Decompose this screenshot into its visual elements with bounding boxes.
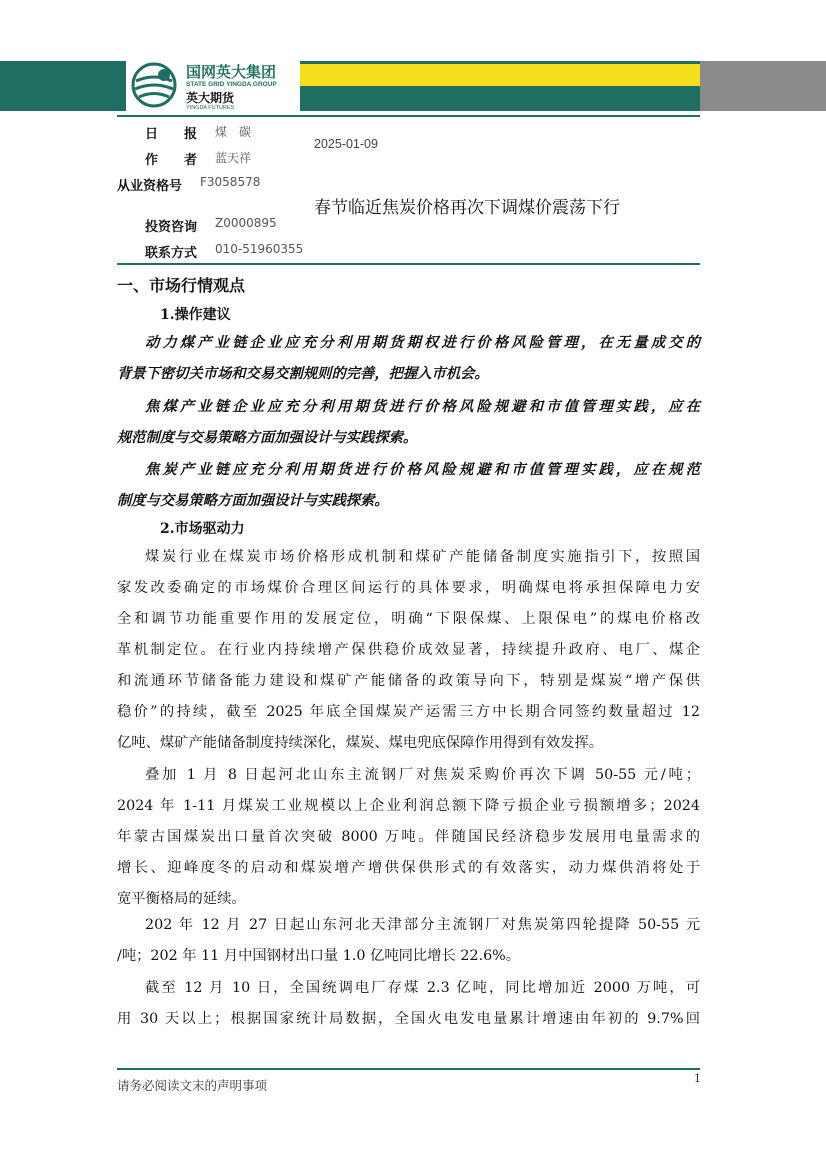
- driver-paragraph: [117, 910, 700, 972]
- text-line: 全和调节功能重要作用的发展定位，明确“下限保煤、上限保电”的煤电价格改: [117, 611, 700, 627]
- text-line: 用 30 天以上；根据国家统计局数据，全国火电发电量累计增速由年初的 9.7%回: [117, 1011, 700, 1027]
- logo-english-name: STATE GRID YINGDA GROUP: [186, 81, 277, 88]
- qualification-label: 从业资格号: [117, 179, 183, 194]
- text-line: 焦炭产业链应充分利用期货进行价格风险规避和市值管理实践，应在规范: [145, 462, 700, 478]
- report-type-label: 日 报: [145, 127, 198, 142]
- text-line: 制度与交易策略方面加强设计与实践探索。: [117, 493, 389, 509]
- author-label: 作 者: [145, 153, 198, 168]
- title-divider: [117, 263, 700, 265]
- header-divider: [117, 115, 700, 117]
- text-line: 稳价”的持续，截至 2025 年底全国煤炭产运需三方中长期合同签约数量超过 12: [117, 704, 700, 720]
- page-number: 1: [694, 1072, 701, 1085]
- report-date: 2025-01-09: [314, 137, 378, 151]
- text-line: 202 年 12 月 27 日起山东河北天津部分主流钢厂对焦炭第四轮提降 50-55 元: [145, 917, 700, 933]
- subsection-heading-drivers: 2.市场驱动力: [160, 521, 245, 537]
- text-line: 亿吨、煤矿产能储备制度持续深化，煤炭、煤电兜底保障作用得到有效发挥。: [117, 735, 604, 751]
- text-line: 动力煤产业链企业应充分利用期货期权进行价格风险管理，在无量成交的: [145, 335, 700, 351]
- author-value: 蓝天祥: [215, 151, 252, 165]
- text-line: 2024 年 1-11 月煤炭工业规模以上企业利润总额下降亏损企业亏损额增多；2024: [117, 798, 700, 814]
- driver-paragraph: [117, 973, 700, 1035]
- text-line: 背景下密切关市场和交易交割规则的完善，把握入市机会。: [117, 366, 489, 382]
- header-band-gray: [700, 61, 826, 111]
- text-line: 年蒙古国煤炭出口量首次突破 8000 万吨。伴随国民经济稳步发展用电量需求的: [117, 829, 700, 845]
- report-title: 春节临近焦炭价格再次下调煤价震荡下行: [314, 198, 620, 218]
- logo-chinese-name: 国网英大集团: [186, 63, 277, 81]
- contact-label: 联系方式: [145, 246, 198, 261]
- text-line: 规范制度与交易策略方面加强设计与实践探索。: [117, 430, 418, 446]
- text-line: 革机制定位。在行业内持续增产保供稳价成效显著，持续提升政府、电厂、煤企: [117, 642, 700, 658]
- text-line: 宽平衡格局的延续。: [117, 891, 246, 907]
- company-logo: [126, 55, 300, 115]
- consulting-value: Z0000895: [215, 216, 277, 230]
- text-line: 增长、迎峰度冬的启动和煤炭增产增供保供形式的有效落实，动力煤供消将处于: [117, 860, 700, 876]
- text-line: 家发改委确定的市场煤价合理区间运行的具体要求，明确煤电将承担保障电力安: [117, 580, 700, 596]
- section-heading: 一、市场行情观点: [117, 276, 246, 295]
- qualification-value: F3058578: [200, 175, 261, 189]
- text-line: 截至 12 月 10 日，全国统调电厂存煤 2.3 亿吨，同比增加近 2000 万吨，可: [145, 980, 700, 996]
- text-line: /吨；202 年 11 月中国钢材出口量 1.0 亿吨同比增长 22.6%。: [117, 948, 521, 964]
- advice-paragraph: [117, 392, 700, 454]
- globe-logo-icon: [130, 61, 178, 109]
- driver-paragraph: [117, 542, 700, 759]
- footer-disclaimer-notice: 请务必阅读文末的声明事项: [117, 1078, 268, 1093]
- advice-paragraph: [117, 328, 700, 390]
- header-band-left: [0, 61, 126, 111]
- advice-paragraph: [117, 455, 700, 517]
- contact-value: 010-51960355: [215, 242, 304, 256]
- driver-paragraph: [117, 760, 700, 915]
- text-line: 叠加 1 月 8 日起河北山东主流钢厂对焦炭采购价再次下调 50-55 元/吨；: [145, 767, 700, 783]
- text-line: 焦煤产业链企业应充分利用期货进行价格风险规避和市值管理实践，应在: [145, 399, 700, 415]
- text-line: 煤炭行业在煤炭市场价格形成机制和煤矿产能储备制度实施指引下，按照国: [145, 549, 700, 565]
- report-type-value: 煤 碳: [215, 125, 252, 139]
- text-line: 和流通环节储备能力建设和煤矿产能储备的政策导向下，特别是煤炭“增产保供: [117, 673, 700, 689]
- subsection-heading-advice: 1.操作建议: [160, 307, 231, 323]
- header-band-yellow: [300, 64, 700, 86]
- logo-subsidiary-name: 英大期货: [186, 91, 235, 105]
- logo-subsidiary-english: YINGDA FUTURES: [186, 105, 235, 111]
- consulting-label: 投资咨询: [145, 220, 198, 235]
- footer-divider: [117, 1068, 700, 1070]
